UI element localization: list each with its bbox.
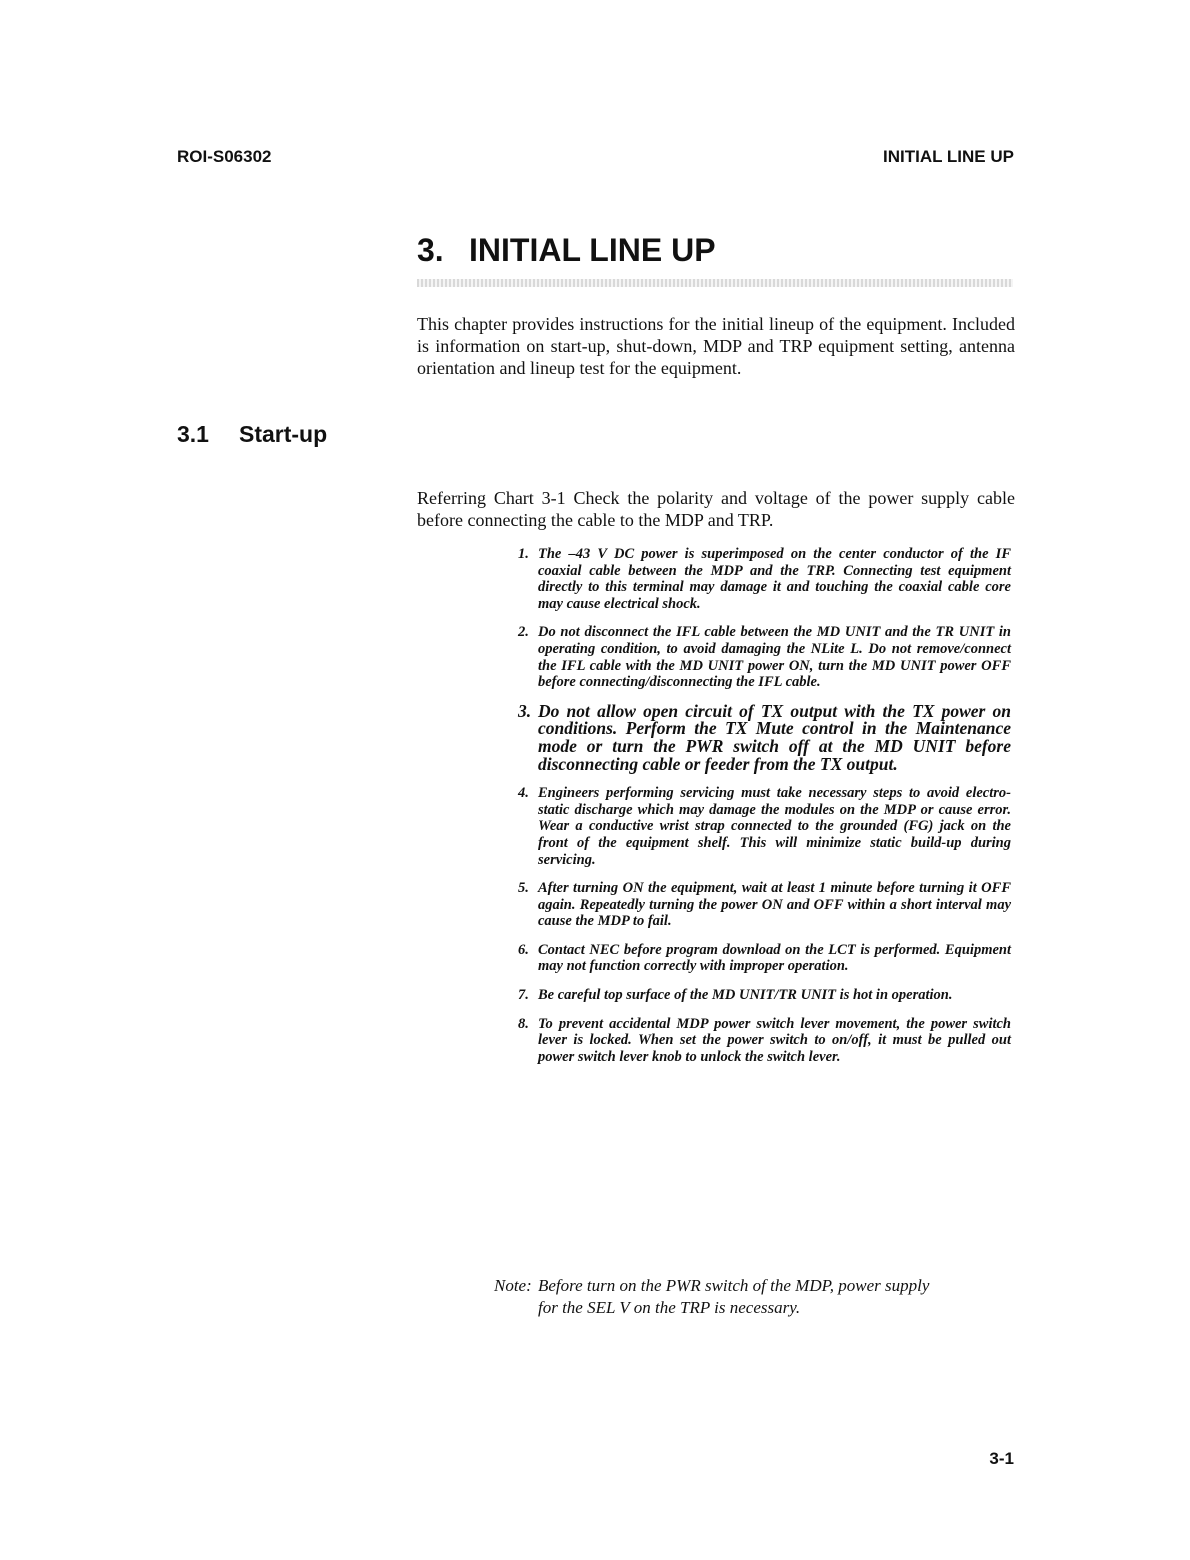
- warning-number: 7.: [518, 987, 529, 1004]
- warning-text: The –43 V DC power is superimposed on the center conductor of the IF coaxial cable between the MDP and the TRP. Connecting test equipment directly to this terminal may damage it and touching the coaxial cable core may cause electrical shock.: [538, 546, 1011, 612]
- warning-number: 5.: [518, 880, 529, 897]
- warning-text: Engineers performing servicing must take necessary steps to avoid electro-static discharge which may damage the modules on the MDP or cause error. Wear a conductive wrist strap connected to the grounded (FG) jack on the front of the equipment shelf. This will minimize static build-up during servicing.: [538, 785, 1011, 868]
- warning-number: 4.: [518, 785, 529, 802]
- warning-item: [514, 700, 1011, 774]
- warning-item: [514, 987, 1011, 1004]
- warning-number: 8.: [518, 1015, 529, 1032]
- warning-item: [514, 624, 1011, 690]
- page-number: 3-1: [989, 1449, 1014, 1468]
- warning-number: 2.: [518, 624, 529, 641]
- warnings-list: [514, 546, 1011, 1077]
- section-title: [177, 421, 327, 448]
- warning-text: After turning ON the equipment, wait at least 1 minute before turning it OFF again. Repeatedly turning the power ON and OFF within a short interval may cause the MDP to fail.: [538, 880, 1011, 930]
- section-number: 3.1: [177, 421, 209, 447]
- warning-text: Contact NEC before program download on the LCT is performed. Equipment may not function correctly with improper operation.: [538, 941, 1011, 975]
- note-line-2: for the SEL V on the TRP is necessary.: [538, 1298, 801, 1317]
- warning-text: To prevent accidental MDP power switch lever movement, the power switch lever is locked. When set the power switch to on/off, it must be pulled out power switch lever knob to unlock the switch lever.: [538, 1015, 1011, 1065]
- section-title-text: Start-up: [239, 421, 328, 447]
- header-section-title: INITIAL LINE UP: [883, 147, 1014, 166]
- warning-number: 6.: [518, 941, 529, 958]
- chapter-title-rule: [417, 279, 1013, 287]
- note-label: Note:: [494, 1276, 532, 1295]
- warning-item: [514, 1016, 1011, 1066]
- warning-text: Do not disconnect the IFL cable between the MD UNIT and the TR UNIT in operating condition, to avoid damaging the NLite L. Do not remove/connect the IFL cable with the MD UNIT power ON, turn the MD UNIT power OFF before connecting/disconnecting the IFL cable.: [538, 624, 1011, 691]
- chapter-number: 3.: [417, 232, 444, 268]
- warning-number: 1.: [518, 546, 529, 562]
- warning-text: Be careful top surface of the MD UNIT/TR UNIT is hot in operation.: [538, 987, 953, 1004]
- warning-number: 3.: [518, 700, 532, 721]
- warning-text: Do not allow open circuit of TX output with the TX power on conditions. Perform the TX Mute control in the Maintenance mode or turn the PWR switch off at the MD UNIT before disconnecting cable or feeder from the TX output.: [538, 700, 1011, 774]
- note-line-1: Before turn on the PWR switch of the MDP, power supply: [538, 1276, 930, 1295]
- chapter-intro: This chapter provides instructions for the initial lineup of the equipment. Included is information on start-up, shut-down, MDP and TRP equipment setting, antenna orientation and lineup test for the equipment.: [417, 314, 1015, 378]
- warning-item: [514, 880, 1011, 930]
- warning-item: [514, 942, 1011, 975]
- section-reference-paragraph: Referring Chart 3-1 Check the polarity and voltage of the power supply cable before connecting the cable to the MDP and TRP.: [417, 488, 1015, 530]
- warning-item: [514, 546, 1011, 612]
- header-doc-id: ROI-S06302: [177, 147, 272, 166]
- note: [494, 1275, 1014, 1319]
- chapter-title: [417, 232, 716, 269]
- chapter-title-text: INITIAL LINE UP: [469, 232, 716, 268]
- warning-item: [514, 785, 1011, 868]
